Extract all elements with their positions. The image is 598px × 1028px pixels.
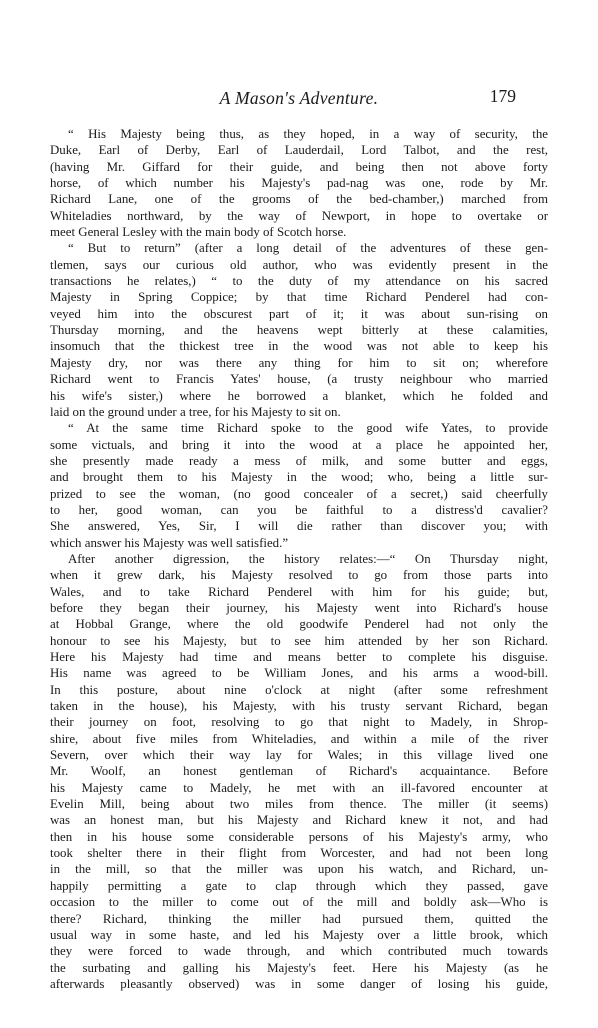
body-text [50,126,548,992]
text-line: Here his Majesty had time and means better to complete his disguise. [50,650,548,664]
text-line: prized to see the woman, (no good concealer of a secret,) said cheerfully [50,486,548,501]
text-line: some victuals, and bring it into the wood at a place he appointed her, [50,437,548,452]
text-line: afterwards pleasantly observed) was in some danger of losing his guide, [50,976,548,991]
text-line: his wife's sister,) where he borrowed a blanket, which he folded and [50,388,548,403]
text-line: Wales, and to take Richard Penderel with him for his guide; but, [50,584,548,599]
text-line: was an honest man, but his Majesty and Richard knew it not, and had [50,813,548,828]
text-line: in the mill, so that the miller was upon his watch, and Richard, un- [50,862,548,877]
text-line: happily permitting a gate to clap through which they passed, gave [50,878,548,893]
text-line: “ But to return” (after a long detail of the adventures of these gen- [68,241,548,256]
text-line: and brought them to his Majesty in the wood; who, being a little sur- [50,470,548,485]
text-line: which answer his Majesty was well satisfied.” [50,535,289,550]
text-line: Richard went to Francis Yates' house, (a trusty neighbour who married [50,372,548,387]
text-line: meet General Lesley with the main body of Scotch horse. [50,225,347,240]
text-line: when it grew dark, his Majesty resolved to go from those parts into [50,568,548,583]
text-line: she presently made ready a mess of milk, and some butter and eggs, [50,453,548,468]
text-line: horse, of which number his Majesty's pad-nag was one, rode by Mr. [50,176,548,191]
text-line: usual way in some haste, and led his Majesty over a little brook, which [50,927,548,942]
text-line: (having Mr. Giffard for their guide, and being then not above forty [50,159,548,174]
text-line: Mr. Woolf, an honest gentleman of Richard's acquaintance. Before [50,764,548,779]
text-line: the surbating and galling his Majesty's feet. Here his Majesty (as he [50,960,548,975]
text-line: In this posture, about nine o'clock at night (after some refreshment [50,682,548,697]
text-line: insomuch that the thickest tree in the wood was not able to keep his [50,339,548,354]
text-line: their journey on foot, resolving to go that night to Madely, in Shrop- [50,715,548,730]
text-line: at Hobbal Grange, where the old goodwife Penderel had not only the [50,617,548,632]
running-title: A Mason's Adventure. [219,88,379,108]
text-line: “ His Majesty being thus, as they hoped, in a way of security, the [68,127,548,141]
text-line: His name was agreed to be William Jones, and his arms a wood-bill. [50,666,548,681]
text-line: they were forced to wade through, and which contributed much towards [50,944,548,959]
text-line: Majesty in Spring Coppice; by that time Richard Penderel had con- [50,290,548,305]
text-line: shire, about five miles from Whiteladies, and within a mile of the river [50,731,548,746]
text-line: Duke, Earl of Derby, Earl of Lauderdail, Lord Talbot, and the rest, [50,143,548,158]
text-line: tlemen, says our curious old author, who was evidently present in the [50,257,548,272]
text-line: laid on the ground under a tree, for his Majesty to sit on. [50,404,341,419]
text-line: Richard Lane, one of the grooms of the bed-chamber,) marched from [50,192,548,207]
text-line: After another digression, the history relates:—“ On Thursday night, [68,551,548,566]
text-line: to her, good woman, can you be faithful to a distress'd cavalier? [50,502,548,517]
text-line: Majesty dry, nor was there any thing for him to sit on; wherefore [50,355,548,370]
text-line: transactions he relates,) “ to the duty of my attendance on his sacred [50,274,548,289]
text-line: before they began their journey, his Majesty went into Richard's house [50,600,548,615]
page-number: 179 [489,86,516,106]
text-line: taken in the house), his Majesty, with his trusty servant Richard, began [50,699,548,714]
text-line: “ At the same time Richard spoke to the good wife Yates, to provide [68,421,548,436]
text-line: Evelin Mill, being about two miles from thence. The miller (it seems) [50,797,548,812]
text-line: took shelter there in their flight from Worcester, and had not been long [50,846,548,861]
text-line: occasion to the miller to come out of the mill and boldly ask—Who is [50,895,548,910]
text-line: there? Richard, thinking the miller had pursued them, quitted the [50,911,548,926]
text-line: then in his house some considerable persons of his Majesty's army, who [50,829,548,844]
text-line: Thursday morning, and the heavens wept bitterly at these calamities, [50,323,548,338]
text-line: Whiteladies northward, by the way of Newport, in hope to overtake or [50,208,548,223]
text-line: his Majesty came to Madely, he met with an ill-favored encounter at [50,780,548,795]
text-line: Severn, over which their way lay for Wales; in this village lived one [50,748,548,763]
text-line: She answered, Yes, Sir, I will die rather than discover you; with [50,519,548,534]
text-line: honour to see his Majesty, but to see him attended by her son Richard. [50,633,548,648]
text-line: veyed him into the obscurest part of it; it was about sun-rising on [50,306,548,321]
